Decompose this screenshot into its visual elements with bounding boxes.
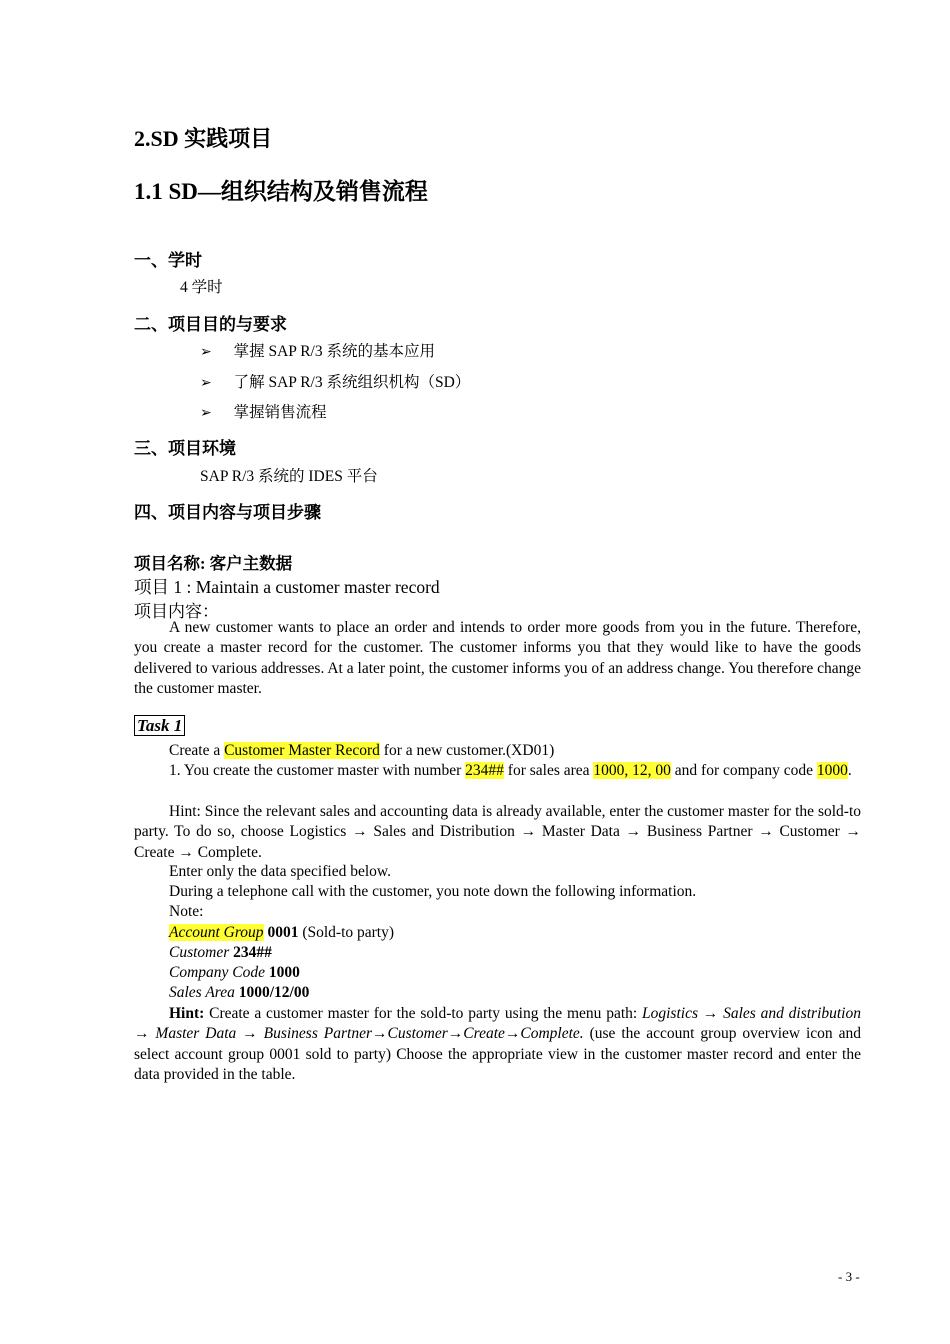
task-step-1-a: 1. You create the customer master with number (169, 762, 466, 779)
section-3-title: 三、项目环境 (134, 439, 236, 458)
hint-2-paragraph (134, 1004, 861, 1085)
customer-row (169, 943, 272, 963)
task-title (134, 716, 185, 736)
project-item-label: 项目 1 : Maintain a customer master record (134, 577, 440, 597)
arrow-bullet-icon: ➢ (200, 376, 212, 391)
enter-only-line: Enter only the data specified below. (169, 863, 391, 880)
section-2-title: 二、项目目的与要求 (134, 315, 287, 334)
hint-2-a: Create a customer master for the sold-to party using the menu path: (204, 1005, 642, 1022)
section-1-title: 一、学时 (134, 251, 202, 270)
account-group-label: Account Group (169, 924, 264, 941)
customer-value: 234## (233, 944, 272, 961)
task-step-1-d: . (847, 762, 852, 779)
section-3-body: SAP R/3 系统的 IDES 平台 (200, 468, 378, 485)
company-code-value: 1000 (268, 964, 300, 981)
task-line-1-post: for a new customer.(XD01) (379, 742, 555, 759)
task-step-1-b: for sales area (503, 762, 594, 779)
list-item-text: 掌握 SAP R/3 系统的基本应用 (233, 343, 435, 360)
section-4-title: 四、项目内容与项目步骤 (134, 503, 321, 522)
task-step-1-paragraph (134, 761, 861, 781)
section-1-body: 4 学时 (180, 279, 223, 296)
task-line-1 (169, 741, 554, 761)
arrow-bullet-icon: ➢ (200, 406, 212, 421)
company-code-row (169, 963, 300, 983)
task-line-1-pre: Create a (169, 742, 225, 759)
list-item-text: 了解 SAP R/3 系统组织机构（SD） (233, 374, 471, 391)
customer-label: Customer (169, 944, 230, 961)
list-item-text: 掌握销售流程 (233, 404, 327, 421)
note-label: Note: (169, 903, 204, 920)
project-content-label: 项目内容： (134, 602, 219, 621)
account-group-row (169, 923, 394, 943)
hint-1-paragraph: Hint: Since the relevant sales and accounting data is already available, enter the customer master for the sold-to party. To do so, choose Logistics → Sales and Distribution → Master Data → Business Partner → Customer → Create → Complete. (134, 803, 861, 861)
company-code-label: Company Code (169, 964, 266, 981)
sales-area-row (169, 983, 309, 1003)
highlight-customer-master-record: Customer Master Record (224, 742, 380, 759)
chapter-heading: 2.SD 实践项目 (134, 126, 273, 151)
list-item (200, 373, 470, 394)
page-number: - 3 - (838, 1269, 860, 1284)
hint-2-b: (use the account group overview icon and select account group 0001 sold to party) Choose the appropriate view in the customer master record and enter the data provided in the table. (134, 1025, 861, 1083)
project-name-label: 项目名称: 客户主数据 (134, 554, 293, 573)
list-item (200, 342, 435, 363)
hint-2-label: Hint: (169, 1005, 205, 1022)
account-group-suffix: (Sold-to party) (298, 924, 395, 941)
list-item (200, 403, 327, 424)
highlight-company-code: 1000 (816, 762, 848, 779)
account-group-value: 0001 (267, 924, 299, 941)
sales-area-value: 1000/12/00 (238, 984, 310, 1001)
highlight-customer-number: 234## (465, 762, 504, 779)
project-intro-paragraph: A new customer wants to place an order and intends to order more goods from you in the future. Therefore, you create a master record for the customer. The customer informs you that they would like to have the goods delivered to various addresses. At a later point, the customer informs you of an address change. You therefore change the customer master. (134, 619, 861, 697)
section-heading: 1.1 SD—组织结构及销售流程 (134, 179, 428, 204)
sales-area-label: Sales Area (169, 984, 235, 1001)
telephone-line: During a telephone call with the customer, you note down the following information. (169, 883, 697, 900)
hint-2-menu-path: Logistics → Sales and distribution → Master Data → Business Partner→Customer→Create→Complete. (134, 1005, 861, 1043)
highlight-sales-area: 1000, 12, 00 (593, 762, 671, 779)
task-step-1-c: and for company code (670, 762, 817, 779)
arrow-bullet-icon: ➢ (200, 345, 212, 360)
task-title-box: Task 1 (134, 715, 185, 736)
